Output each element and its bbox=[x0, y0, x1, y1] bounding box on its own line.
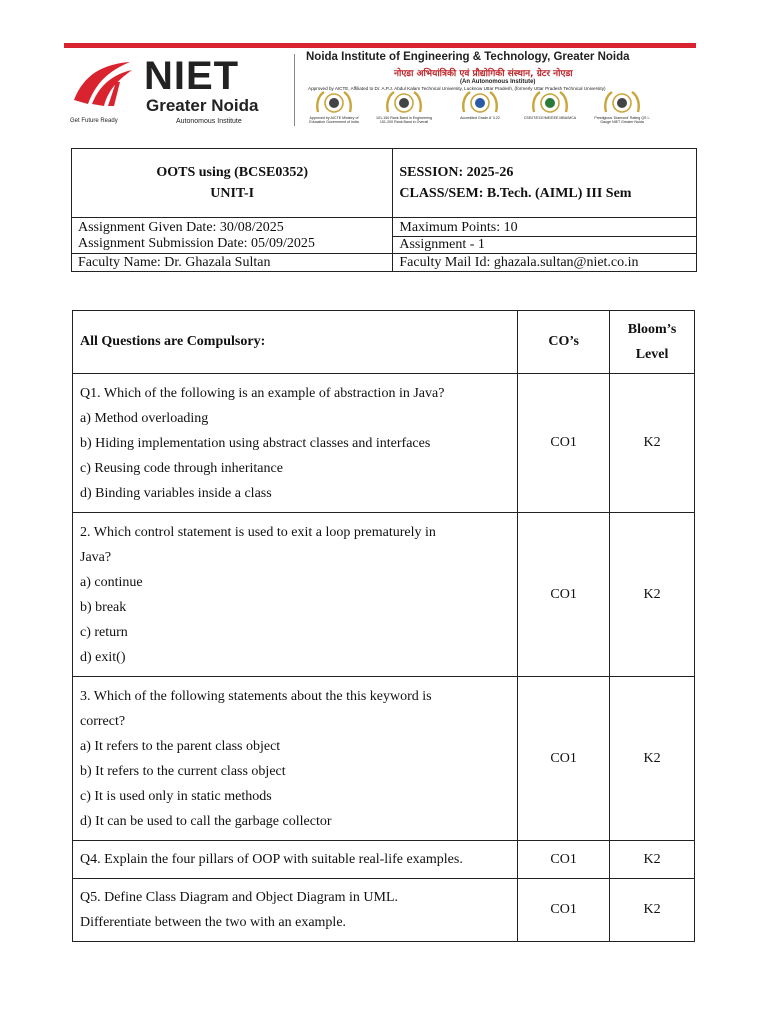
session-cell bbox=[393, 149, 697, 218]
question-line: Q1. Which of the following is an example of abstraction in Java? bbox=[80, 385, 445, 401]
co-value: CO1 bbox=[518, 374, 610, 513]
assignment-info-table bbox=[71, 148, 697, 272]
blooms-level-value: K2 bbox=[610, 374, 695, 513]
question-line: d) It can be used to call the garbage collector bbox=[80, 813, 332, 829]
question-text bbox=[73, 677, 518, 841]
question-row bbox=[73, 677, 695, 841]
question-text bbox=[73, 374, 518, 513]
question-line: d) Binding variables inside a class bbox=[80, 485, 272, 501]
nirf-seal-icon bbox=[385, 90, 423, 116]
institute-name-hindi: नोएडा अभियांत्रिकी एवं प्रौद्योगिकी संस्थान, ग्रेटर नोएडा bbox=[394, 69, 573, 79]
question-line: a) Method overloading bbox=[80, 410, 209, 426]
class-sem-text: CLASS/SEM: B.Tech. (AIML) III Sem bbox=[399, 185, 632, 201]
badge-caption: Prestigious 'Diamond' Rating QS I-Gauge NIET Greater Noida bbox=[594, 116, 650, 125]
blooms-level-value: K2 bbox=[610, 879, 695, 942]
blooms-header bbox=[610, 311, 695, 374]
faculty-name: Faculty Name: Dr. Ghazala Sultan bbox=[72, 254, 393, 272]
logo-autonomous: Autonomous Institute bbox=[176, 118, 242, 125]
question-line: 3. Which of the following statements about the this keyword is bbox=[80, 688, 432, 704]
blooms-header-line2: Level bbox=[635, 347, 669, 362]
question-text bbox=[73, 841, 518, 879]
question-line: c) It is used only in static methods bbox=[80, 788, 272, 804]
logo-tagline: Get Future Ready bbox=[70, 118, 118, 124]
institute-affiliation: Approved by AICTE, Affiliated to Dr. A.P.J. Abdul Kalam Technical University, Lucknow Uttar Pradesh, (formerly Uttar Pradesh Technical University) bbox=[308, 86, 606, 91]
questions-header: All Questions are Compulsory: bbox=[73, 311, 518, 374]
questions-table bbox=[72, 310, 695, 942]
co-value: CO1 bbox=[518, 513, 610, 677]
question-line: 2. Which control statement is used to exit a loop prematurely in bbox=[80, 524, 436, 540]
accreditation-badge bbox=[452, 90, 508, 132]
question-line: a) continue bbox=[80, 574, 143, 590]
question-line: Q5. Define Class Diagram and Object Diagram in UML. bbox=[80, 890, 399, 905]
badge-caption: Accredited Grade A' 3.22 bbox=[460, 116, 500, 120]
question-line: Differentiate between the two with an example. bbox=[80, 915, 347, 930]
niet-logo bbox=[70, 56, 295, 132]
dates-cell bbox=[72, 218, 393, 254]
unit-title: UNIT-I bbox=[210, 185, 255, 201]
question-line: correct? bbox=[80, 713, 126, 729]
accreditation-badge bbox=[376, 90, 432, 132]
blooms-header-line1: Bloom’s bbox=[627, 322, 677, 337]
aicte-seal-icon bbox=[315, 90, 353, 116]
naac-seal-icon bbox=[461, 90, 499, 116]
institute-name: Noida Institute of Engineering & Technology, Greater Noida bbox=[306, 51, 630, 63]
logo-name: NIET bbox=[144, 54, 240, 98]
faculty-mail: Faculty Mail Id: ghazala.sultan@niet.co.in bbox=[393, 254, 697, 272]
nba-seal-icon bbox=[531, 90, 569, 116]
question-line: Q4. Explain the four pillars of OOP with suitable real-life examples. bbox=[80, 852, 463, 867]
submission-date: Assignment Submission Date: 05/09/2025 bbox=[78, 236, 315, 251]
question-line: d) exit() bbox=[80, 649, 126, 665]
co-header: CO’s bbox=[518, 311, 610, 374]
question-line: b) break bbox=[80, 599, 127, 615]
assignment-number: Assignment - 1 bbox=[393, 236, 696, 253]
course-title: OOTS using (BCSE0352) bbox=[156, 164, 309, 180]
blooms-level-value: K2 bbox=[610, 513, 695, 677]
co-value: CO1 bbox=[518, 879, 610, 942]
question-line: b) It refers to the current class object bbox=[80, 763, 286, 779]
question-row bbox=[73, 879, 695, 942]
max-points: Maximum Points: 10 bbox=[399, 220, 518, 235]
institute-header bbox=[64, 48, 696, 132]
badge-caption: 101-150 Rank Band in Engineering 151-200 Rank Band in Overall bbox=[376, 116, 432, 125]
accreditation-badge bbox=[306, 90, 362, 132]
points-cell bbox=[393, 218, 697, 254]
badge-caption: CSE/IT/ECE/ME/EEE MBA/MCA bbox=[523, 116, 577, 120]
co-value: CO1 bbox=[518, 677, 610, 841]
header-divider bbox=[294, 54, 295, 126]
badge-caption: Approved by AICTE Ministry of Education Government of India bbox=[309, 116, 359, 125]
question-row bbox=[73, 374, 695, 513]
session-text: SESSION: 2025-26 bbox=[399, 164, 514, 180]
course-cell bbox=[72, 149, 393, 218]
qs-igauge-seal-icon bbox=[603, 90, 641, 116]
blooms-level-value: K2 bbox=[610, 841, 695, 879]
question-line: a) It refers to the parent class object bbox=[80, 738, 281, 754]
logo-city: Greater Noida bbox=[146, 96, 259, 115]
co-value: CO1 bbox=[518, 841, 610, 879]
blooms-level-value: K2 bbox=[610, 677, 695, 841]
accreditation-badge bbox=[594, 90, 650, 132]
accreditation-badge bbox=[522, 90, 578, 132]
niet-swoosh-icon bbox=[70, 60, 136, 108]
question-line: b) Hiding implementation using abstract classes and interfaces bbox=[80, 435, 431, 451]
question-text bbox=[73, 513, 518, 677]
question-line: Java? bbox=[80, 549, 112, 565]
question-text bbox=[73, 879, 518, 942]
question-row bbox=[73, 841, 695, 879]
question-line: c) Reusing code through inheritance bbox=[80, 460, 283, 476]
question-line: c) return bbox=[80, 624, 128, 640]
given-date: Assignment Given Date: 30/08/2025 bbox=[78, 220, 284, 235]
institute-subtitle: (An Autonomous Institute) bbox=[460, 79, 536, 85]
question-row bbox=[73, 513, 695, 677]
